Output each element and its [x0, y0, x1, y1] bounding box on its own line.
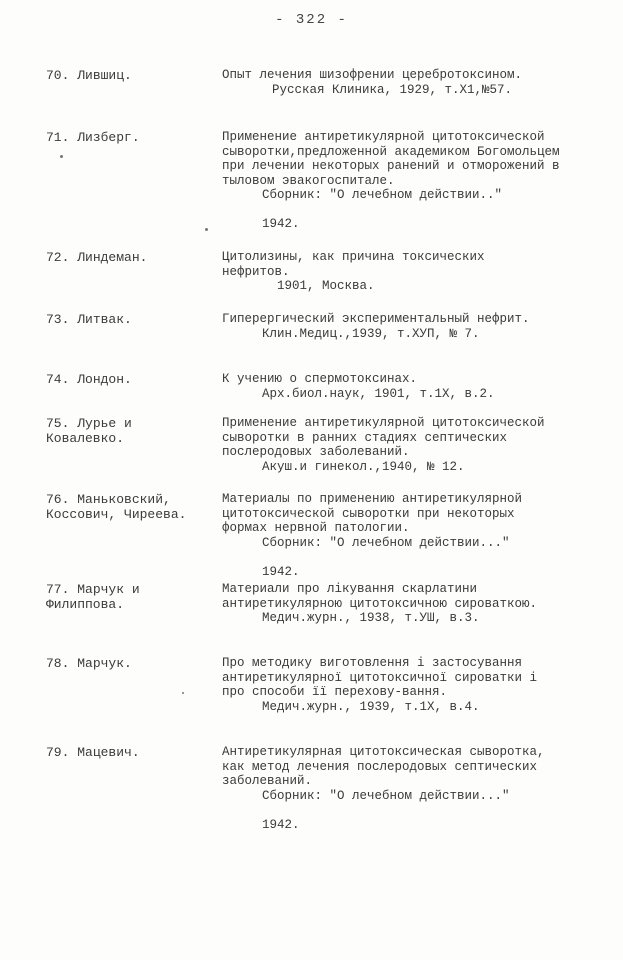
entry-source: Сборник: "О лечебном действии..." — [262, 535, 510, 550]
entry-author: Лизберг. — [77, 130, 140, 145]
entry-source: Сборник: "О лечебном действии..." — [262, 788, 510, 803]
entry-author: Лившиц. — [77, 68, 132, 83]
entry-number: 76. — [46, 492, 70, 507]
entry-description — [222, 130, 567, 232]
entry-number: 79. — [46, 745, 70, 760]
entry-heading — [46, 416, 211, 446]
entry-number: 73. — [46, 312, 70, 327]
entry-heading — [46, 492, 196, 522]
entry-source: Русская Клиника, 1929, т.Х1,№57. — [272, 82, 513, 97]
entry-heading — [46, 130, 216, 145]
entry-year: 1942. — [262, 217, 300, 231]
entry-author: Марчук. — [77, 656, 132, 671]
entry-description — [222, 250, 557, 294]
entry-description — [222, 745, 567, 832]
entry-author: Марчук и Филиппова. — [46, 582, 140, 612]
entry-author: Лурье и Ковалевко. — [46, 416, 132, 446]
entry-number: 71. — [46, 130, 70, 145]
entry-title: Цитолизины, как причина токсических нефритов. — [222, 250, 485, 279]
page-number: - 322 - — [275, 12, 348, 28]
entry-author: Мацевич. — [77, 745, 140, 760]
entry-number: 78. — [46, 656, 70, 671]
entry-description — [222, 312, 552, 341]
entry-description — [222, 68, 557, 97]
entry-source: Медич.журн., 1939, т.1Х, в.4. — [262, 699, 480, 714]
entry-description — [222, 416, 577, 474]
scan-speck — [60, 155, 63, 158]
entry-description — [222, 656, 567, 714]
entry-year: 1942. — [262, 564, 300, 579]
entry-title: Антиретикулярная цитотоксическая сыворотка, как метод лечения послеродовых септических заболеваний. — [222, 745, 545, 788]
entry-author: Лондон. — [77, 372, 132, 387]
entry-title: Опыт лечения шизофрении церебротоксином. — [222, 68, 523, 82]
entry-source: Сборник: "О лечебном действии.." — [262, 188, 503, 202]
entry-description — [222, 372, 562, 401]
entry-heading — [46, 372, 216, 387]
entry-source: Арх.биол.наук, 1901, т.1Х, в.2. — [262, 386, 495, 401]
entry-heading — [46, 582, 196, 612]
entry-title: Применение антиретикулярной цитотоксической сыворотки,предложенной академиком Богомольцем при лечении некоторых ранений и отморожений в тыловом эвакогоспитале. — [222, 130, 560, 188]
entry-title: Про методику виготовлення і застосування антиретикулярної цитотоксичної сироватки і про способи її перехову-вання. — [222, 656, 538, 699]
entry-author: Маньковский, Коссович, Чиреева. — [46, 492, 187, 522]
scan-speck — [205, 228, 208, 231]
entry-source: Медич.журн., 1938, т.УШ, в.3. — [262, 611, 480, 625]
entry-description — [222, 492, 567, 579]
entry-title: К учению о спермотоксинах. — [222, 372, 418, 386]
scan-speck — [182, 692, 184, 694]
entry-source: Акуш.и гинекол.,1940, № 12. — [262, 459, 465, 474]
entry-heading — [46, 656, 216, 671]
entry-number: 77. — [46, 582, 70, 597]
entry-description — [222, 582, 567, 626]
entry-source: Клин.Медиц.,1939, т.ХУП, № 7. — [262, 326, 480, 341]
entry-number: 72. — [46, 250, 70, 265]
entry-author: Линдеман. — [77, 250, 148, 265]
entry-number: 74. — [46, 372, 70, 387]
entry-year: 1942. — [262, 817, 300, 832]
entry-number: 75. — [46, 416, 70, 431]
entry-title: Материалы по применению антиретикулярной цитотоксической сыворотки при некоторых формах нервной патологии. — [222, 492, 523, 535]
entry-heading — [46, 745, 216, 760]
entry-heading — [46, 68, 216, 83]
entry-source: 1901, Москва. — [277, 279, 375, 293]
entry-title: Применение антиретикулярной цитотоксической сыворотки в ранних стадиях септических послеродовых заболеваний. — [222, 416, 545, 459]
entry-title: Гиперергический экспериментальный нефрит. — [222, 312, 530, 326]
entry-heading — [46, 312, 216, 327]
entry-author: Литвак. — [77, 312, 132, 327]
entry-number: 70. — [46, 68, 70, 83]
entry-heading — [46, 250, 216, 265]
entry-title: Материали про лікування скарлатини антиретикулярною цитотоксичною сироваткою. — [222, 582, 538, 611]
